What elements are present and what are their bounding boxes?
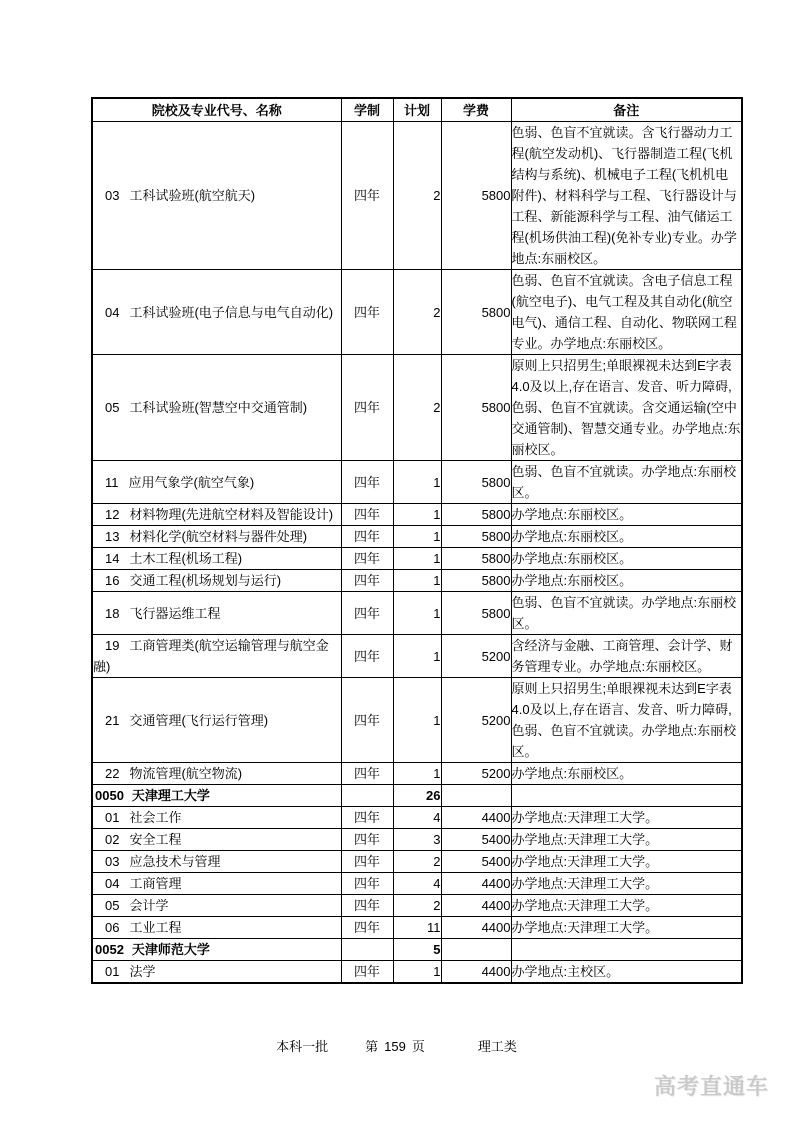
- page-number-label: 第 159 页: [365, 1039, 425, 1054]
- page-footer: [0, 1036, 793, 1055]
- major-name: 工业工程: [129, 920, 182, 935]
- plan-cell: 3: [393, 829, 441, 851]
- major-name: 物流管理(航空物流): [129, 766, 243, 781]
- note-cell: 办学地点:天津理工大学。: [511, 873, 742, 895]
- table-row: [92, 461, 742, 504]
- major-code: 11: [105, 474, 119, 490]
- tuition-cell: 4400: [441, 873, 511, 895]
- note-cell: 办学地点:东丽校区。: [511, 548, 742, 570]
- duration-cell: [341, 939, 393, 961]
- plan-cell: 2: [393, 355, 441, 461]
- table-row: [92, 917, 742, 939]
- header-tuition: 学费: [441, 98, 511, 122]
- duration-cell: 四年: [341, 873, 393, 895]
- major-name-cell: [92, 873, 341, 895]
- plan-cell: 1: [393, 635, 441, 678]
- note-cell: 办学地点:东丽校区。: [511, 763, 742, 785]
- plan-cell: 1: [393, 678, 441, 763]
- table-row: [92, 678, 742, 763]
- header-duration: 学制: [341, 98, 393, 122]
- major-name: 交通管理(飞行运行管理): [129, 712, 269, 728]
- major-name-cell: [92, 635, 341, 678]
- major-name-cell: [92, 785, 341, 807]
- plan-cell: 1: [393, 504, 441, 526]
- major-name-cell: [92, 807, 341, 829]
- table-header-row: [92, 98, 742, 122]
- major-code: 13: [105, 529, 120, 544]
- major-name: 会计学: [129, 898, 169, 913]
- major-name-cell: [92, 829, 341, 851]
- duration-cell: 四年: [341, 917, 393, 939]
- major-name: 安全工程: [129, 832, 182, 847]
- tuition-cell: 5800: [441, 355, 511, 461]
- table-row: [92, 504, 742, 526]
- major-name: 社会工作: [129, 810, 182, 825]
- major-name-cell: [92, 355, 341, 461]
- note-cell: 办学地点:天津理工大学。: [511, 807, 742, 829]
- major-code: 01: [105, 810, 120, 825]
- major-code: 03: [105, 188, 120, 203]
- major-name-cell: [92, 570, 341, 592]
- major-name-cell: [92, 548, 341, 570]
- major-name: 工商管理类(航空运输管理与航空金融): [93, 638, 329, 674]
- duration-cell: 四年: [341, 548, 393, 570]
- table-row: [92, 785, 742, 807]
- major-code: 21: [105, 712, 120, 728]
- major-code: 0050: [95, 788, 124, 803]
- major-code: 04: [105, 304, 120, 320]
- tuition-cell: 5800: [441, 270, 511, 355]
- major-name: 飞行器运维工程: [129, 605, 221, 621]
- major-name-cell: [92, 895, 341, 917]
- tuition-cell: 5400: [441, 829, 511, 851]
- major-name-cell: [92, 592, 341, 635]
- major-name-cell: [92, 504, 341, 526]
- table-row: [92, 851, 742, 873]
- major-name-cell: [92, 917, 341, 939]
- major-name: 天津理工大学: [131, 788, 210, 803]
- duration-cell: 四年: [341, 504, 393, 526]
- major-name: 天津师范大学: [131, 942, 210, 957]
- tuition-cell: 5800: [441, 122, 511, 270]
- major-name: 材料物理(先进航空材料及智能设计): [129, 507, 334, 522]
- major-code: 05: [105, 400, 120, 415]
- table-row: [92, 961, 742, 984]
- major-name: 应急技术与管理: [129, 854, 221, 869]
- plan-cell: 2: [393, 122, 441, 270]
- note-cell: 办学地点:天津理工大学。: [511, 829, 742, 851]
- tuition-cell: 5800: [441, 504, 511, 526]
- plan-cell: 1: [393, 570, 441, 592]
- table-row: [92, 873, 742, 895]
- duration-cell: 四年: [341, 635, 393, 678]
- major-name-cell: [92, 461, 341, 504]
- tuition-cell: 5200: [441, 635, 511, 678]
- plan-cell: 11: [393, 917, 441, 939]
- note-cell: 办学地点:天津理工大学。: [511, 917, 742, 939]
- tuition-cell: [441, 785, 511, 807]
- table-row: [92, 270, 742, 355]
- header-plan: 计划: [393, 98, 441, 122]
- duration-cell: 四年: [341, 895, 393, 917]
- major-name: 交通工程(机场规划与运行): [129, 573, 282, 588]
- major-code: 02: [105, 832, 120, 847]
- major-name-cell: [92, 763, 341, 785]
- note-cell: 色弱、色盲不宜就读。办学地点:东丽校区。: [511, 461, 742, 504]
- note-cell: 办学地点:天津理工大学。: [511, 895, 742, 917]
- note-cell: 办学地点:东丽校区。: [511, 570, 742, 592]
- duration-cell: 四年: [341, 355, 393, 461]
- duration-cell: 四年: [341, 807, 393, 829]
- plan-cell: 1: [393, 526, 441, 548]
- table-row: [92, 592, 742, 635]
- tuition-cell: 5200: [441, 678, 511, 763]
- major-name-cell: [92, 122, 341, 270]
- tuition-cell: 5200: [441, 763, 511, 785]
- tuition-cell: 4400: [441, 917, 511, 939]
- major-code: 19: [105, 638, 120, 653]
- note-cell: 办学地点:天津理工大学。: [511, 851, 742, 873]
- batch-label: 本科一批: [276, 1039, 329, 1054]
- header-note: 备注: [511, 98, 742, 122]
- plan-cell: 4: [393, 807, 441, 829]
- major-code: 06: [105, 920, 120, 935]
- tuition-cell: 4400: [441, 807, 511, 829]
- note-cell: 色弱、色盲不宜就读。办学地点:东丽校区。: [511, 592, 742, 635]
- major-name: 土木工程(机场工程): [129, 551, 243, 566]
- major-name: 工科试验班(智慧空中交通管制): [129, 400, 308, 415]
- major-code: 18: [105, 605, 120, 621]
- note-cell: 含经济与金融、工商管理、会计学、财务管理专业。办学地点:东丽校区。: [511, 635, 742, 678]
- tuition-cell: 5800: [441, 570, 511, 592]
- plan-cell: 2: [393, 270, 441, 355]
- major-name-cell: [92, 678, 341, 763]
- table-row: [92, 829, 742, 851]
- major-name-cell: [92, 961, 341, 984]
- tuition-cell: 5400: [441, 851, 511, 873]
- major-name: 材料化学(航空材料与器件处理): [129, 529, 308, 544]
- duration-cell: 四年: [341, 763, 393, 785]
- plan-cell: 1: [393, 961, 441, 984]
- tuition-cell: 5800: [441, 548, 511, 570]
- tuition-cell: 5800: [441, 461, 511, 504]
- tuition-cell: 4400: [441, 961, 511, 984]
- duration-cell: 四年: [341, 461, 393, 504]
- header-college-major: 院校及专业代号、名称: [92, 98, 341, 122]
- duration-cell: 四年: [341, 678, 393, 763]
- watermark-text: 高考直通车: [654, 1074, 770, 1099]
- duration-cell: 四年: [341, 592, 393, 635]
- plan-cell: 1: [393, 763, 441, 785]
- note-cell: 办学地点:东丽校区。: [511, 504, 742, 526]
- table-row: [92, 895, 742, 917]
- tuition-cell: 5800: [441, 592, 511, 635]
- duration-cell: 四年: [341, 829, 393, 851]
- major-name: 工科试验班(电子信息与电气自动化): [129, 304, 334, 320]
- major-name-cell: [92, 270, 341, 355]
- duration-cell: 四年: [341, 961, 393, 984]
- major-name: 法学: [129, 964, 156, 979]
- major-code: 22: [105, 766, 120, 781]
- major-code: 04: [105, 876, 120, 891]
- plan-cell: 26: [393, 785, 441, 807]
- major-code: 01: [105, 964, 120, 979]
- plan-cell: 4: [393, 873, 441, 895]
- plan-cell: 1: [393, 548, 441, 570]
- plan-cell: 2: [393, 851, 441, 873]
- tuition-cell: 4400: [441, 895, 511, 917]
- major-code: 12: [105, 507, 120, 522]
- plan-cell: 2: [393, 895, 441, 917]
- duration-cell: 四年: [341, 270, 393, 355]
- table-row: [92, 122, 742, 270]
- table-row: [92, 570, 742, 592]
- table-row: [92, 807, 742, 829]
- category-label: 理工类: [477, 1039, 517, 1054]
- note-cell: [511, 785, 742, 807]
- major-code: 03: [105, 854, 120, 869]
- tuition-cell: [441, 939, 511, 961]
- tuition-cell: 5800: [441, 526, 511, 548]
- major-code: 05: [105, 898, 120, 913]
- plan-cell: 1: [393, 461, 441, 504]
- duration-cell: 四年: [341, 570, 393, 592]
- duration-cell: 四年: [341, 526, 393, 548]
- major-name-cell: [92, 851, 341, 873]
- table-row: [92, 548, 742, 570]
- page-number: 159: [384, 1039, 406, 1054]
- table-row: [92, 526, 742, 548]
- note-cell: 色弱、色盲不宜就读。含飞行器动力工程(航空发动机)、飞行器制造工程(飞机结构与系统)、机械电子工程(飞机机电附件)、材料科学与工程、飞行器设计与工程、新能源科学与工程、油气储运工程(机场供油工程)(免补专业)专业。办学地点:东丽校区。: [511, 122, 742, 270]
- plan-cell: 1: [393, 592, 441, 635]
- table-row: [92, 939, 742, 961]
- major-name: 应用气象学(航空气象): [128, 474, 255, 490]
- note-cell: 色弱、色盲不宜就读。含电子信息工程(航空电子)、电气工程及其自动化(航空电气)、通信工程、自动化、物联网工程专业。办学地点:东丽校区。: [511, 270, 742, 355]
- note-cell: 原则上只招男生;单眼裸视未达到E字表4.0及以上,存在语言、发音、听力障碍,色弱、色盲不宜就读。含交通运输(空中交通管制)、智慧交通专业。办学地点:东丽校区。: [511, 355, 742, 461]
- major-name: 工科试验班(航空航天): [129, 188, 256, 203]
- duration-cell: 四年: [341, 851, 393, 873]
- table-row: [92, 635, 742, 678]
- table-row: [92, 355, 742, 461]
- major-name-cell: [92, 526, 341, 548]
- major-code: 0052: [95, 942, 124, 957]
- table-row: [92, 763, 742, 785]
- major-code: 16: [105, 573, 120, 588]
- major-name: 工商管理: [129, 876, 182, 891]
- admission-plan-table: [91, 97, 743, 984]
- major-name-cell: [92, 939, 341, 961]
- plan-cell: 5: [393, 939, 441, 961]
- note-cell: 办学地点:主校区。: [511, 961, 742, 984]
- note-cell: 办学地点:东丽校区。: [511, 526, 742, 548]
- note-cell: 原则上只招男生;单眼裸视未达到E字表4.0及以上,存在语言、发音、听力障碍,色弱、色盲不宜就读。办学地点:东丽校区。: [511, 678, 742, 763]
- duration-cell: [341, 785, 393, 807]
- duration-cell: 四年: [341, 122, 393, 270]
- major-code: 14: [105, 551, 120, 566]
- note-cell: [511, 939, 742, 961]
